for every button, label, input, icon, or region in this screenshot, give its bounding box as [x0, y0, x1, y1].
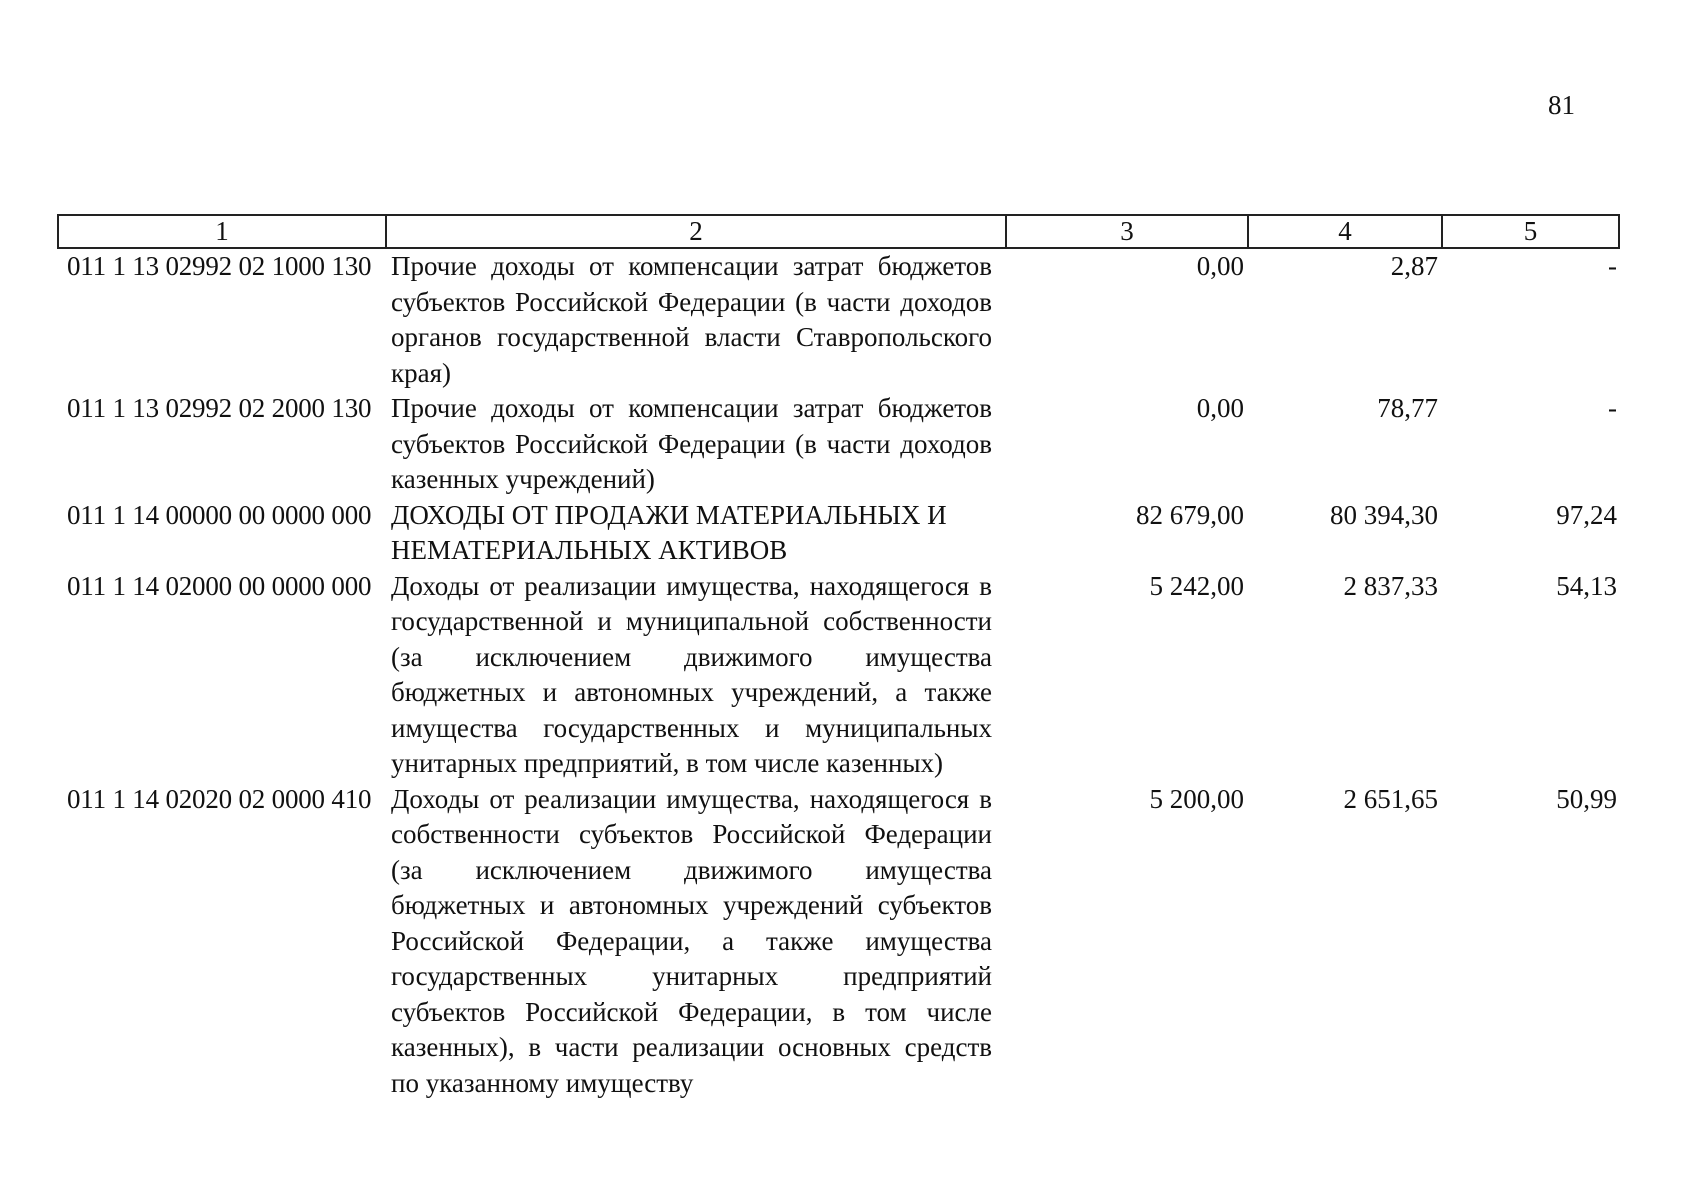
- row-description: [386, 248, 1006, 391]
- percent-value: -: [1608, 393, 1617, 423]
- description-line: собственности субъектов Российской Федерации: [391, 819, 992, 849]
- table-row: [58, 498, 1619, 569]
- actual-value: 2 651,65: [1343, 783, 1438, 814]
- description-line: Прочие доходы от компенсации затрат бюджетов: [391, 251, 992, 281]
- header-col-2: 2: [386, 215, 1006, 248]
- table-body: [58, 248, 1619, 1101]
- description-line: казенных учреждений): [391, 464, 655, 494]
- description-line: субъектов Российской Федерации, в том числе: [391, 996, 992, 1027]
- plan-value: 5 242,00: [1149, 570, 1244, 601]
- row-description: [386, 391, 1006, 498]
- budget-code: 011 1 13 02992 02 2000 130: [67, 393, 372, 423]
- description-line: субъектов Российской Федерации (в части доходов: [391, 428, 992, 459]
- header-row: [58, 215, 1619, 248]
- description-line: края): [391, 357, 452, 388]
- page-number: 81: [1548, 90, 1575, 120]
- table-row: [58, 248, 1619, 391]
- actual-value: 2,87: [1390, 251, 1438, 281]
- description-line: (за исключением движимого имущества: [391, 854, 992, 885]
- percent-value: 50,99: [1556, 783, 1617, 814]
- description-line: унитарных предприятий, в том числе казенных): [391, 748, 944, 778]
- header-col-1: 1: [58, 215, 386, 248]
- table-row: [58, 569, 1619, 782]
- description-line: Российской Федерации, а также имущества: [391, 925, 992, 956]
- header-col-5: 5: [1442, 215, 1619, 248]
- plan-value: 82 679,00: [1136, 499, 1244, 530]
- header-col-3: 3: [1006, 215, 1248, 248]
- description-line: государственной и муниципальной собственности: [391, 606, 992, 636]
- table-row: [58, 782, 1619, 1102]
- description-line: казенных), в части реализации основных средств: [391, 1032, 992, 1062]
- description-line: Доходы от реализации имущества, находящегося в: [391, 570, 992, 601]
- description-line: органов государственной власти Ставропольского: [391, 322, 992, 352]
- budget-code: 011 1 13 02992 02 1000 130: [67, 251, 372, 281]
- description-line: Доходы от реализации имущества, находящегося в: [391, 783, 992, 814]
- description-line: НЕМАТЕРИАЛЬНЫХ АКТИВОВ: [391, 535, 788, 565]
- plan-value: 0,00: [1196, 251, 1244, 281]
- table-row: [58, 391, 1619, 498]
- budget-code: 011 1 14 02020 02 0000 410: [67, 783, 372, 814]
- description-line: Прочие доходы от компенсации затрат бюджетов: [391, 393, 992, 423]
- row-description: [386, 782, 1006, 1102]
- plan-value: 5 200,00: [1149, 783, 1244, 814]
- percent-value: 97,24: [1556, 499, 1617, 530]
- budget-table: [57, 214, 1620, 1101]
- description-line: (за исключением движимого имущества: [391, 641, 992, 672]
- description-line: государственных унитарных предприятий: [391, 961, 992, 991]
- description-line: имущества государственных и муниципальных: [391, 712, 992, 743]
- actual-value: 80 394,30: [1330, 499, 1438, 530]
- description-line: бюджетных и автономных учреждений субъектов: [391, 890, 992, 920]
- actual-value: 2 837,33: [1343, 570, 1438, 601]
- description-line: субъектов Российской Федерации (в части доходов: [391, 286, 992, 317]
- actual-value: 78,77: [1377, 393, 1438, 423]
- description-line: бюджетных и автономных учреждений, а также: [391, 677, 992, 707]
- percent-value: -: [1608, 251, 1617, 281]
- percent-value: 54,13: [1556, 570, 1617, 601]
- description-line: ДОХОДЫ ОТ ПРОДАЖИ МАТЕРИАЛЬНЫХ И: [391, 499, 947, 530]
- budget-code: 011 1 14 02000 00 0000 000: [67, 570, 372, 601]
- row-description: [386, 498, 1006, 569]
- header-col-4: 4: [1248, 215, 1442, 248]
- plan-value: 0,00: [1196, 393, 1244, 423]
- description-line: по указанному имуществу: [391, 1067, 694, 1098]
- table-header: [58, 215, 1619, 248]
- row-description: [386, 569, 1006, 782]
- budget-code: 011 1 14 00000 00 0000 000: [67, 499, 372, 530]
